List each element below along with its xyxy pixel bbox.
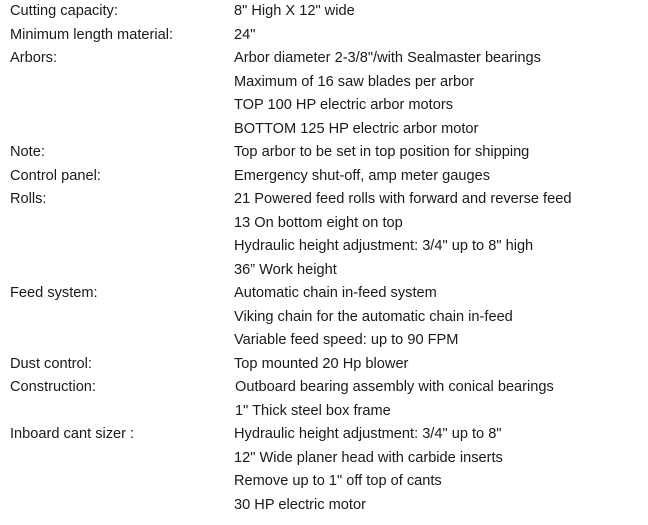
spec-label: Construction: (10, 379, 96, 395)
spec-value: BOTTOM 125 HP electric arbor motor (234, 120, 479, 137)
spec-value: 30 HP electric motor (234, 496, 366, 513)
spec-row-rolls (0, 188, 648, 212)
spec-row-arbors-blades (0, 71, 648, 95)
spec-row-feed-speed (0, 329, 648, 353)
spec-value: 12" Wide planer head with carbide inserts (234, 449, 503, 466)
spec-row-cant-motor (0, 494, 648, 518)
spec-value: 13 On bottom eight on top (234, 214, 403, 231)
spec-label: Cutting capacity: (10, 3, 118, 19)
spec-value: 21 Powered feed rolls with forward and reverse feed (234, 191, 572, 207)
spec-value: Remove up to 1" off top of cants (234, 473, 442, 489)
spec-value: Top arbor to be set in top position for shipping (234, 144, 530, 160)
spec-value: Arbor diameter 2-3/8"/with Sealmaster bearings (234, 50, 541, 66)
spec-label: Feed system: (10, 285, 98, 301)
spec-value: Viking chain for the automatic chain in-feed (234, 308, 513, 325)
spec-label: Inboard cant sizer : (10, 426, 135, 442)
spec-value: Hydraulic height adjustment: 3/4" up to 8" (234, 426, 502, 442)
spec-row-arbors-bottom-motor (0, 118, 648, 142)
spec-label: Control panel: (10, 167, 101, 184)
spec-row-cant-planer-head (0, 447, 648, 471)
spec-value: Maximum of 16 saw blades per arbor (234, 73, 475, 90)
spec-label: Note: (10, 144, 45, 160)
spec-value: 8" High X 12" wide (234, 3, 355, 19)
spec-row-note (0, 141, 648, 165)
spec-value: Top mounted 20 Hp blower (234, 355, 409, 372)
spec-label: Rolls: (10, 191, 47, 207)
spec-value: Emergency shut-off, amp meter gauges (234, 167, 491, 184)
spec-row-feed-system (0, 282, 648, 306)
spec-row-dust-control (0, 353, 648, 377)
spec-row-control-panel (0, 165, 648, 189)
spec-label: Arbors: (10, 50, 58, 66)
spec-row-arbors-top-motor (0, 94, 648, 118)
spec-value: Automatic chain in-feed system (234, 285, 437, 301)
spec-value: 24" (234, 26, 256, 43)
spec-row-construction (0, 376, 648, 400)
spec-row-minimum-length (0, 24, 648, 48)
spec-row-cant-remove (0, 470, 648, 494)
spec-row-rolls-count (0, 212, 648, 236)
spec-label: Dust control: (10, 355, 92, 372)
spec-label: Minimum length material: (10, 26, 174, 43)
spec-row-rolls-work-height (0, 259, 648, 283)
spec-value: 36” Work height (234, 261, 337, 278)
spec-value: Variable feed speed: up to 90 FPM (234, 332, 459, 348)
spec-row-construction-frame (0, 400, 648, 424)
spec-value: Hydraulic height adjustment: 3/4" up to 8" high (234, 238, 534, 254)
spec-row-cutting-capacity (0, 0, 648, 24)
spec-row-arbors (0, 47, 648, 71)
spec-row-rolls-hydraulic (0, 235, 648, 259)
spec-value: TOP 100 HP electric arbor motors (234, 97, 453, 113)
spec-row-feed-viking-chain (0, 306, 648, 330)
spec-value: Outboard bearing assembly with conical bearings (235, 379, 554, 395)
spec-value: 1" Thick steel box frame (235, 402, 391, 419)
spec-row-inboard-cant-sizer (0, 423, 648, 447)
